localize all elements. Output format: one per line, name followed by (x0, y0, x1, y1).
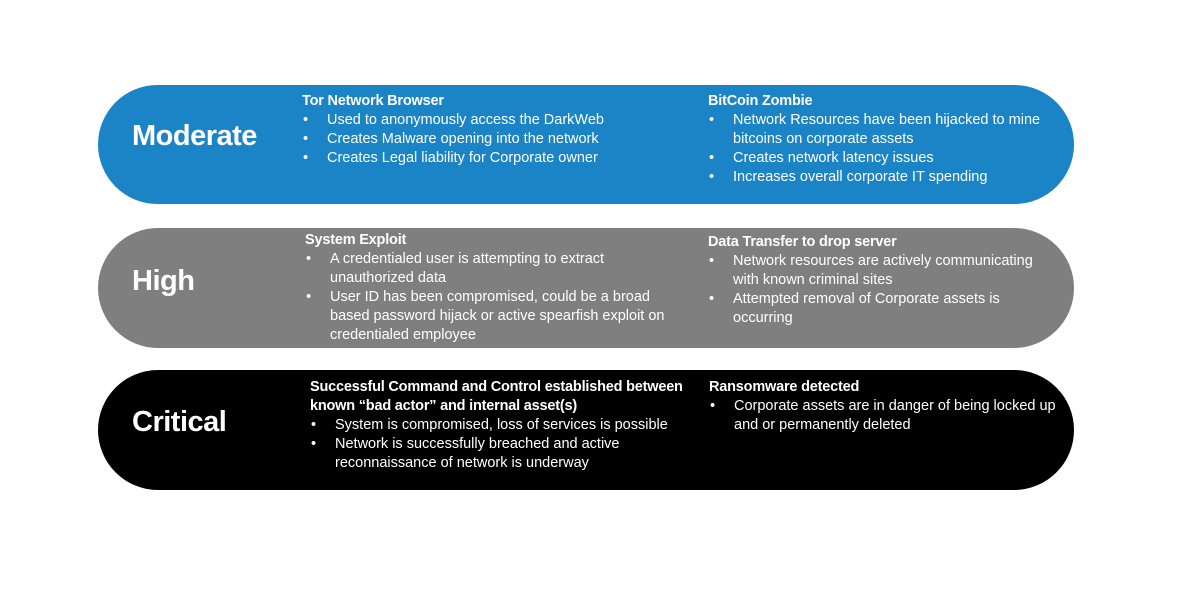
threat-heading: Tor Network Browser (302, 93, 444, 109)
severity-band-critical (98, 370, 1074, 490)
threat-bullet: • Used to anonymously access the DarkWeb (302, 111, 632, 130)
threat-bullet: • Network Resources have been hijacked to mine bitcoins on corporate assets (708, 111, 1058, 149)
threat-description (708, 233, 1058, 328)
threat-bullet: • System is compromised, loss of services is possible (310, 416, 690, 435)
threat-description (310, 378, 690, 473)
threat-bullet: • Network is successfully breached and active reconnaissance of network is underway (310, 435, 690, 473)
threat-bullet-list (305, 250, 665, 345)
threat-description (302, 92, 632, 168)
threat-bullet-list (709, 397, 1069, 435)
threat-heading: System Exploit (305, 232, 407, 248)
threat-bullet-list (310, 416, 690, 473)
threat-bullet-list (708, 111, 1058, 187)
threat-bullet: • Attempted removal of Corporate assets is occurring (708, 290, 1058, 328)
threat-bullet: • A credentialed user is attempting to extract unauthorized data (305, 250, 665, 288)
threat-heading: Ransomware detected (709, 379, 860, 395)
threat-description (305, 231, 665, 345)
threat-bullet: • Network resources are actively communicating with known criminal sites (708, 252, 1058, 290)
threat-bullet: • Creates Legal liability for Corporate owner (302, 149, 632, 168)
threat-heading: Successful Command and Control established between known “bad actor” and internal asset(s) (310, 379, 683, 414)
threat-bullet: • Creates Malware opening into the network (302, 130, 632, 149)
threat-bullet-list (302, 111, 632, 168)
severity-level-label: High (132, 265, 195, 297)
threat-description (708, 92, 1058, 187)
threat-heading: BitCoin Zombie (708, 93, 813, 109)
threat-bullet: • User ID has been compromised, could be a broad based password hijack or active spearfish exploit on credentialed employee (305, 288, 665, 345)
threat-bullet-list (708, 252, 1058, 328)
threat-bullet: • Corporate assets are in danger of being locked up and or permanently deleted (709, 397, 1069, 435)
severity-band-moderate (98, 85, 1074, 204)
threat-bullet: • Increases overall corporate IT spending (708, 168, 1058, 187)
severity-level-label: Moderate (132, 120, 257, 152)
severity-level-label: Critical (132, 406, 227, 438)
threat-heading: Data Transfer to drop server (708, 234, 897, 250)
severity-band-high (98, 228, 1074, 348)
threat-bullet: • Creates network latency issues (708, 149, 1058, 168)
threat-description (709, 378, 1069, 435)
